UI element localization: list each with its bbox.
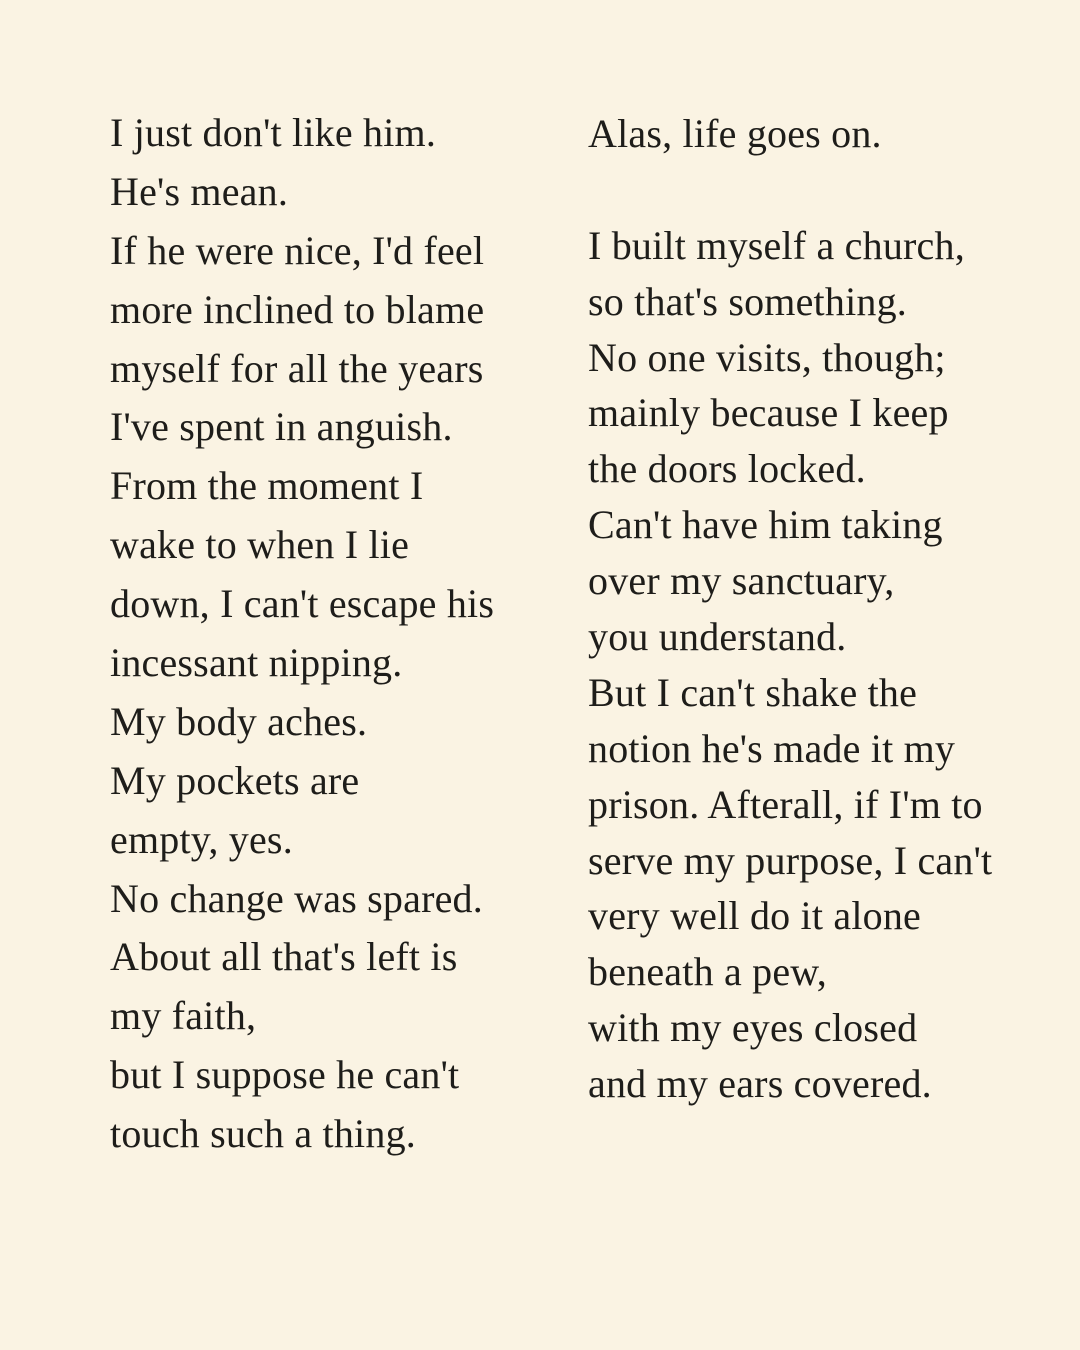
poem-line: wake to when I lie <box>110 522 410 568</box>
poem-line: very well do it alone <box>588 893 921 939</box>
poem-column-right <box>588 106 992 1112</box>
poem-line: my faith, <box>110 993 257 1039</box>
poem-line: notion he's made it my <box>588 725 956 771</box>
poem-line: No one visits, though; <box>588 334 946 380</box>
poem-line: mainly because I keep <box>588 390 949 436</box>
poem-line: My pockets are <box>110 757 360 803</box>
poem-line: He's mean. <box>110 168 289 214</box>
poem-line: you understand. <box>588 614 847 660</box>
poem-line: myself for all the years <box>110 345 484 391</box>
poem-line: with my eyes closed <box>588 1005 918 1051</box>
poem-line: I just don't like him. <box>110 110 437 155</box>
poem-column-left <box>110 104 494 1164</box>
poem-line: more inclined to blame <box>110 286 485 332</box>
poem-line: If he were nice, I'd feel <box>110 227 485 273</box>
poem-line: so that's something. <box>588 278 907 324</box>
poem-line: Can't have him taking <box>588 502 943 548</box>
poem-line: down, I can't escape his <box>110 581 495 627</box>
poem-line: I've spent in anguish. <box>110 404 453 450</box>
poem-line: the doors locked. <box>588 446 866 492</box>
poem-line: Alas, life goes on. <box>588 111 882 156</box>
poem-line: and my ears covered. <box>588 1061 932 1107</box>
poem-line: prison. Afterall, if I'm to <box>588 781 983 827</box>
poem-line-blank <box>588 162 992 218</box>
poem-line: But I can't shake the <box>588 669 918 715</box>
poem-line: touch such a thing. <box>110 1111 416 1157</box>
poem-line: empty, yes. <box>110 816 293 862</box>
poem-line: beneath a pew, <box>588 949 827 995</box>
poem-line: I built myself a church, <box>588 222 965 268</box>
poem-line: but I suppose he can't <box>110 1052 460 1098</box>
poem-line: serve my purpose, I can't <box>588 837 993 883</box>
poem-line: No change was spared. <box>110 875 483 921</box>
poem-line: incessant nipping. <box>110 640 403 686</box>
poem-line: From the moment I <box>110 463 424 509</box>
poem-line: About all that's left is <box>110 934 458 980</box>
poem-line: My body aches. <box>110 698 368 744</box>
poem-line: over my sanctuary, <box>588 558 895 604</box>
